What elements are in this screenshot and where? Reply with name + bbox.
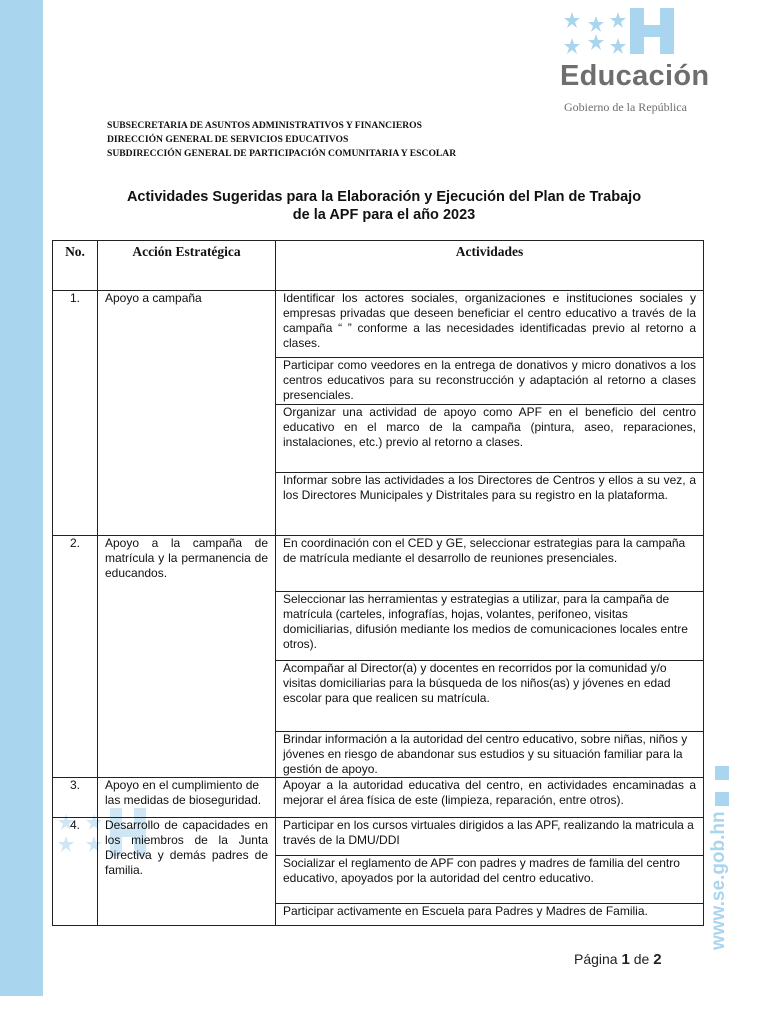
activity-cell: Organizar una actividad de apoyo como APF en el beneficio del centro educativo en el marco de la campaña (pintura, aseo, reparaciones, instalaciones, etc.) previo al retorno a clases. <box>276 405 704 473</box>
header-actividades: Actividades <box>276 241 704 291</box>
row-number: 1. <box>53 291 98 536</box>
activity-cell: Brindar información a la autoridad del centro educativo, sobre niñas, niños y jóvenes en riesgo de abandonar sus estudios y su situación familiar para la gestión de apoyo. <box>276 732 704 778</box>
activity-cell: Participar en los cursos virtuales dirigidos a las APF, realizando la matricula a través de la DMU/DDI <box>276 818 704 856</box>
page-of: de <box>633 951 650 967</box>
table-row <box>53 291 704 358</box>
decorative-square <box>715 792 729 806</box>
decorative-square <box>715 766 729 780</box>
logo-h-icon <box>628 6 678 60</box>
row-number: 4. <box>53 818 98 926</box>
row-accion: Apoyo a campaña <box>98 291 276 536</box>
row-accion: Desarrollo de capacidades en los miembros de la Junta Directiva y demás padres de familia. <box>98 818 276 926</box>
header-line-1: SUBSECRETARIA DE ASUNTOS ADMINISTRATIVOS Y FINANCIEROS <box>107 120 422 131</box>
activity-cell: Informar sobre las actividades a los Directores de Centros y ellos a su vez, a los Directores Municipales y Distritales para su registro en la plataforma. <box>276 473 704 536</box>
activity-cell: En coordinación con el CED y GE, seleccionar estrategias para la campaña de matrícula mediante el desarrollo de reuniones presenciales. <box>276 536 704 592</box>
row-number: 3. <box>53 778 98 818</box>
table-row <box>53 536 704 592</box>
website-url[interactable]: www.se.gob.hn <box>708 811 729 950</box>
header-no: No. <box>53 241 98 291</box>
activity-cell: Participar activamente en Escuela para Padres y Madres de Familia. <box>276 904 704 926</box>
logo-subtitle: Gobierno de la República <box>564 100 687 114</box>
activity-cell: Socializar el reglamento de APF con padres y madres de familia del centro educativo, apoyados por la autoridad del centro educativo. <box>276 856 704 904</box>
activity-cell: Acompañar al Director(a) y docentes en recorridos por la comunidad y/o visitas domiciliarias para la búsqueda de los niños(as) y jóvenes en edad escolar para que realicen su matrícula. <box>276 661 704 732</box>
row-accion: Apoyo en el cumplimiento de las medidas de bioseguridad. <box>98 778 276 818</box>
page-word: Página <box>574 951 618 967</box>
left-decorative-band <box>0 0 43 996</box>
header-line-3: SUBDIRECCIÓN GENERAL DE PARTICIPACIÓN COMUNITARIA Y ESCOLAR <box>107 148 457 159</box>
logo-stars-icon <box>562 8 626 60</box>
header-accion: Acción Estratégica <box>98 241 276 291</box>
page-current: 1 <box>621 951 630 968</box>
logo-title: Educación <box>560 60 710 92</box>
row-accion: Apoyo a la campaña de matrícula y la permanencia de educandos. <box>98 536 276 778</box>
table-row <box>53 818 704 856</box>
document-title-line-2: de la APF para el año 2023 <box>292 207 476 223</box>
activity-cell: Participar como veedores en la entrega de donativos y micro donativos a los centros educativos para su reconstrucción y adaptación al retorno a clases presenciales. <box>276 358 704 405</box>
activity-cell: Identificar los actores sociales, organizaciones e instituciones sociales y empresas privadas que deseen beneficiar el centro educativo a través de la campaña “ ” conforme a las necesidades identificadas previo al retorno a clases. <box>276 291 704 358</box>
document-title-line-1: Actividades Sugeridas para la Elaboración y Ejecución del Plan de Trabajo <box>126 189 642 205</box>
header-line-2: DIRECCIÓN GENERAL DE SERVICIOS EDUCATIVOS <box>107 134 349 145</box>
table-header-row <box>53 241 704 291</box>
table-row <box>53 778 704 818</box>
page-total: 2 <box>653 951 662 968</box>
activities-table <box>52 240 704 926</box>
education-logo <box>558 6 738 118</box>
activity-cell: Seleccionar las herramientas y estrategias a utilizar, para la campaña de matrícula (carteles, infografías, hojas, volantes, perifoneo, visitas domiciliarias, difusión mediante los medios de comunicaciones locales entre otros). <box>276 592 704 661</box>
activity-cell: Apoyar a la autoridad educativa del centro, en actividades encaminadas a mejorar el área física de este (limpieza, reparación, entre otros). <box>276 778 704 818</box>
page-number <box>574 951 662 968</box>
row-number: 2. <box>53 536 98 778</box>
